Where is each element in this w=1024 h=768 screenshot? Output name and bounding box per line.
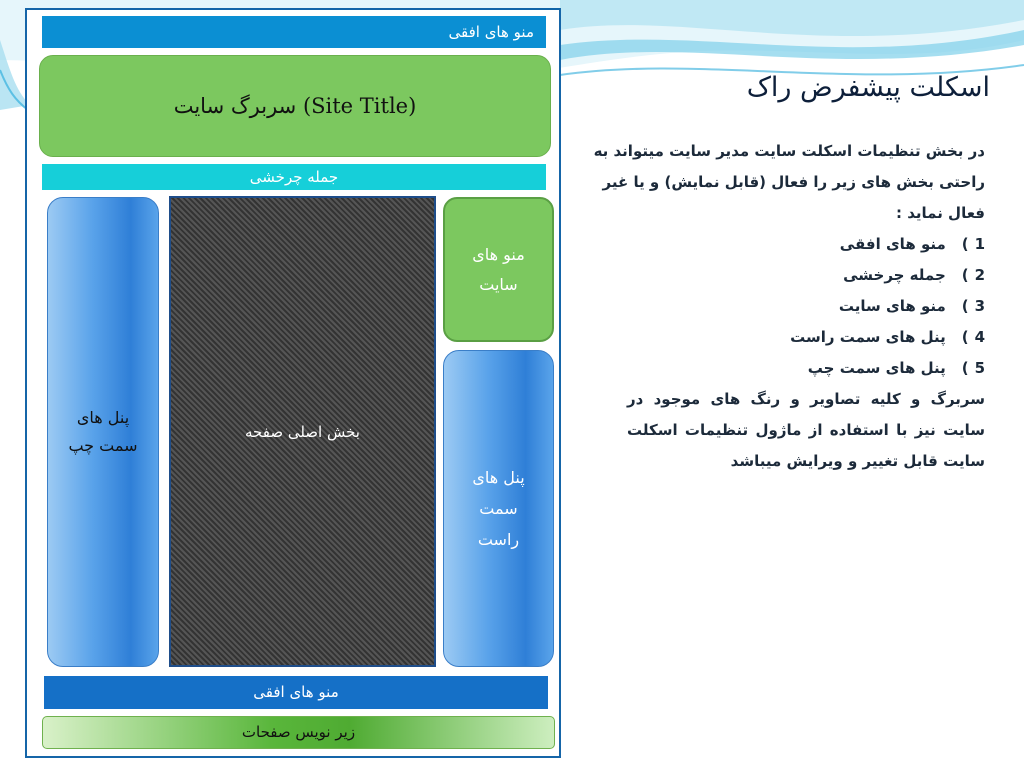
- slide-title: اسکلت پیشفرض راک: [746, 72, 990, 103]
- list-item: 5) پنل های سمت چپ: [807, 359, 985, 377]
- feature-list: [585, 229, 985, 384]
- left-panel-box: [47, 197, 159, 667]
- site-header-box: سربرگ سایت (Site Title): [39, 55, 551, 157]
- outro-text: سربرگ و کلیه تصاویر و رنگ های موجود در سایت نیز با استفاده از ماژول تنظیمات اسکلت سایت قابل تغییر و ویرایش میباشد: [627, 390, 985, 470]
- site-menus-box: [443, 197, 554, 342]
- list-item-number: 4: [974, 328, 985, 346]
- rotating-sentence-bar: جمله چرخشی: [42, 164, 546, 190]
- list-item-number: 5: [974, 359, 985, 377]
- list-item-number: 2: [974, 266, 985, 284]
- right-panel-label-2: سمت: [479, 499, 518, 518]
- slide-content: [585, 136, 985, 477]
- list-item: 3) منو های سایت: [838, 297, 985, 315]
- main-content-label: بخش اصلی صفحه: [245, 422, 360, 441]
- right-panel-label-1: پنل های: [472, 468, 525, 487]
- list-item-label: منو های افقی: [839, 235, 946, 253]
- page-footer-box: زیر نویس صفحات: [42, 716, 555, 749]
- bottom-horizontal-menu: منو های افقی: [44, 676, 548, 709]
- left-panel-label-2: سمت چپ: [68, 436, 138, 455]
- main-content-area: [169, 196, 436, 667]
- list-item-label: منو های سایت: [838, 297, 946, 315]
- list-item-label: پنل های سمت راست: [790, 328, 946, 346]
- list-item-number: 1: [974, 235, 985, 253]
- list-item-label: جمله چرخشی: [843, 266, 946, 284]
- list-item-number: 3: [974, 297, 985, 315]
- list-item: 1) منو های افقی: [839, 235, 985, 253]
- intro-text: در بخش تنظیمات اسکلت سایت مدیر سایت میتواند به راحتی بخش های زیر را فعال (قابل نمایش) و یا غیر فعال نماید :: [593, 142, 985, 222]
- site-menus-label-1: منو های: [472, 244, 525, 264]
- list-item-label: پنل های سمت چپ: [807, 359, 946, 377]
- left-panel-label-1: پنل های: [76, 408, 130, 427]
- list-item: 2) جمله چرخشی: [843, 266, 985, 284]
- list-item: 4) پنل های سمت راست: [790, 328, 985, 346]
- right-panel-box: [443, 350, 554, 667]
- right-panel-label-3: راست: [477, 530, 520, 549]
- top-horizontal-menu: منو های افقی: [42, 16, 546, 48]
- site-menus-label-2: سایت: [479, 274, 518, 294]
